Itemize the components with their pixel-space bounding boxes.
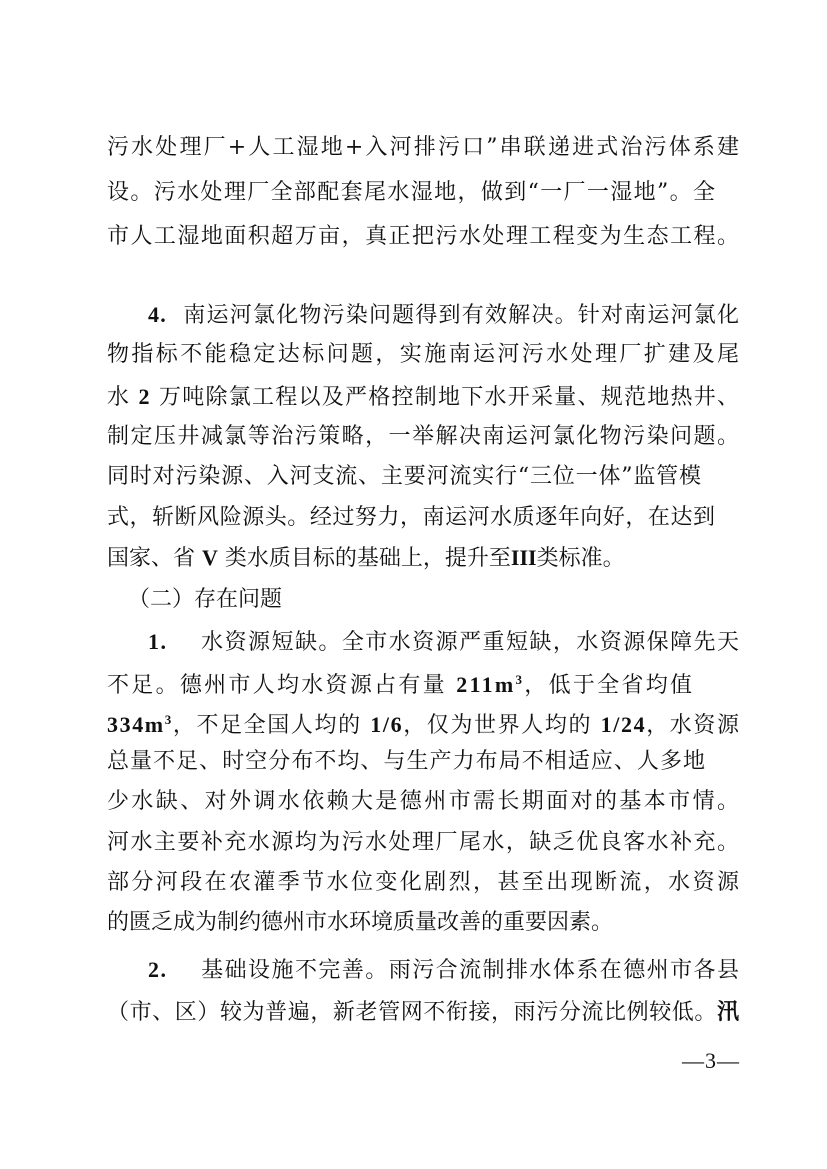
bold-text: 4.: [148, 302, 167, 327]
text-line: [107, 503, 716, 533]
text-segment: 水: [107, 385, 139, 410]
text-segment: 万吨除氯工程以及严格控制地下水开采量、规范地热井、: [150, 385, 741, 410]
text-segment: 水资源短缺。全市水资源严重短缺，水资源保障先天: [167, 630, 741, 655]
text-segment: 的匮乏成为制约德州市水环境质量改善的重要因素。: [107, 910, 614, 935]
text-line: [107, 787, 741, 817]
text-segment: 设。污水处理厂全部配套尾水湿地，做到“一厂一湿地”。全: [107, 180, 717, 205]
text-segment: （市、区）较为普遍，新老管网不衔接，雨污分流比例较低。: [107, 1000, 717, 1025]
bold-text: III: [510, 545, 537, 570]
text-line: [107, 828, 740, 858]
text-segment: 制定压井减氯等治污策略，一举解决南运河氯化物污染问题。: [107, 424, 741, 449]
text-segment: ，仅为世界人均的: [403, 713, 601, 738]
text-line: [107, 178, 716, 208]
bold-text: 汛: [716, 999, 740, 1024]
text-line: [107, 422, 740, 452]
text-line: [148, 627, 740, 657]
bold-text: 2: [138, 384, 151, 409]
text-segment: 国家、省: [107, 546, 202, 571]
text-segment: 部分河段在农灌季节水位变化剧烈，甚至出现断流，水资源: [107, 870, 742, 895]
text-segment: 总量不足、时空分布不均、与生产力布局不相适应、人多地: [107, 749, 707, 774]
text-segment: 物指标不能稳定达标问题，实施南运河污水处理厂扩建及尾: [107, 342, 742, 367]
text-line: [107, 747, 706, 777]
text-segment: ，低于全省均值: [524, 673, 695, 698]
text-segment: 不足。德州市人均水资源占有量: [107, 673, 457, 698]
text-line: [148, 955, 740, 985]
bold-text: 334m: [107, 712, 165, 737]
text-line: [107, 543, 625, 573]
text-segment: 市人工湿地面积超万亩，真正把污水处理工程变为生态工程。: [107, 224, 741, 249]
bold-text: 2.: [148, 957, 168, 982]
bold-text: 1/6: [370, 712, 404, 737]
text-segment: 同时对污染源、入河支流、主要河流实行“三位一体”监管模: [107, 464, 702, 489]
text-line: [107, 222, 740, 252]
bold-text: 1.: [148, 629, 168, 654]
bold-text: 1/24: [600, 712, 647, 737]
text-line: [107, 462, 702, 492]
text-line: [128, 585, 282, 615]
text-segment: 类标准。: [536, 546, 625, 571]
bold-text: 211m: [456, 672, 516, 697]
text-line: [107, 868, 741, 898]
text-line: [107, 908, 613, 938]
superscript: 3: [164, 712, 173, 727]
text-line: [148, 300, 740, 330]
text-segment: 南运河氯化物污染问题得到有效解决。针对南运河氯化: [166, 303, 741, 328]
text-segment: 基础设施不完善。雨污合流制排水体系在德州市各县: [167, 958, 741, 983]
text-line: [107, 340, 741, 370]
text-segment: （二）存在问题: [128, 587, 283, 612]
text-segment: 式，斩断风险源头。经过努力，南运河水质逐年向好，在达到: [107, 505, 716, 530]
text-line: [107, 133, 741, 163]
bold-text: V: [202, 545, 218, 570]
text-segment: 类水质目标的基础上，提升至: [217, 546, 511, 571]
text-line: [107, 705, 741, 738]
page-number: —3—: [682, 1048, 740, 1073]
text-line: [107, 997, 740, 1027]
text-segment: 污水处理厂+人工湿地+入河排污口”串联递进式治污体系建: [107, 135, 742, 160]
text-segment: ，不足全国人均的: [172, 713, 371, 738]
superscript: 3: [515, 672, 525, 687]
text-segment: ，水资源: [646, 713, 741, 738]
text-line: [107, 665, 695, 698]
text-line: [107, 382, 740, 412]
text-segment: 河水主要补充水源均为污水处理厂尾水，缺乏优良客水补充。: [107, 830, 741, 855]
text-segment: 少水缺、对外调水依赖大是德州市需长期面对的基本市情。: [107, 789, 742, 814]
